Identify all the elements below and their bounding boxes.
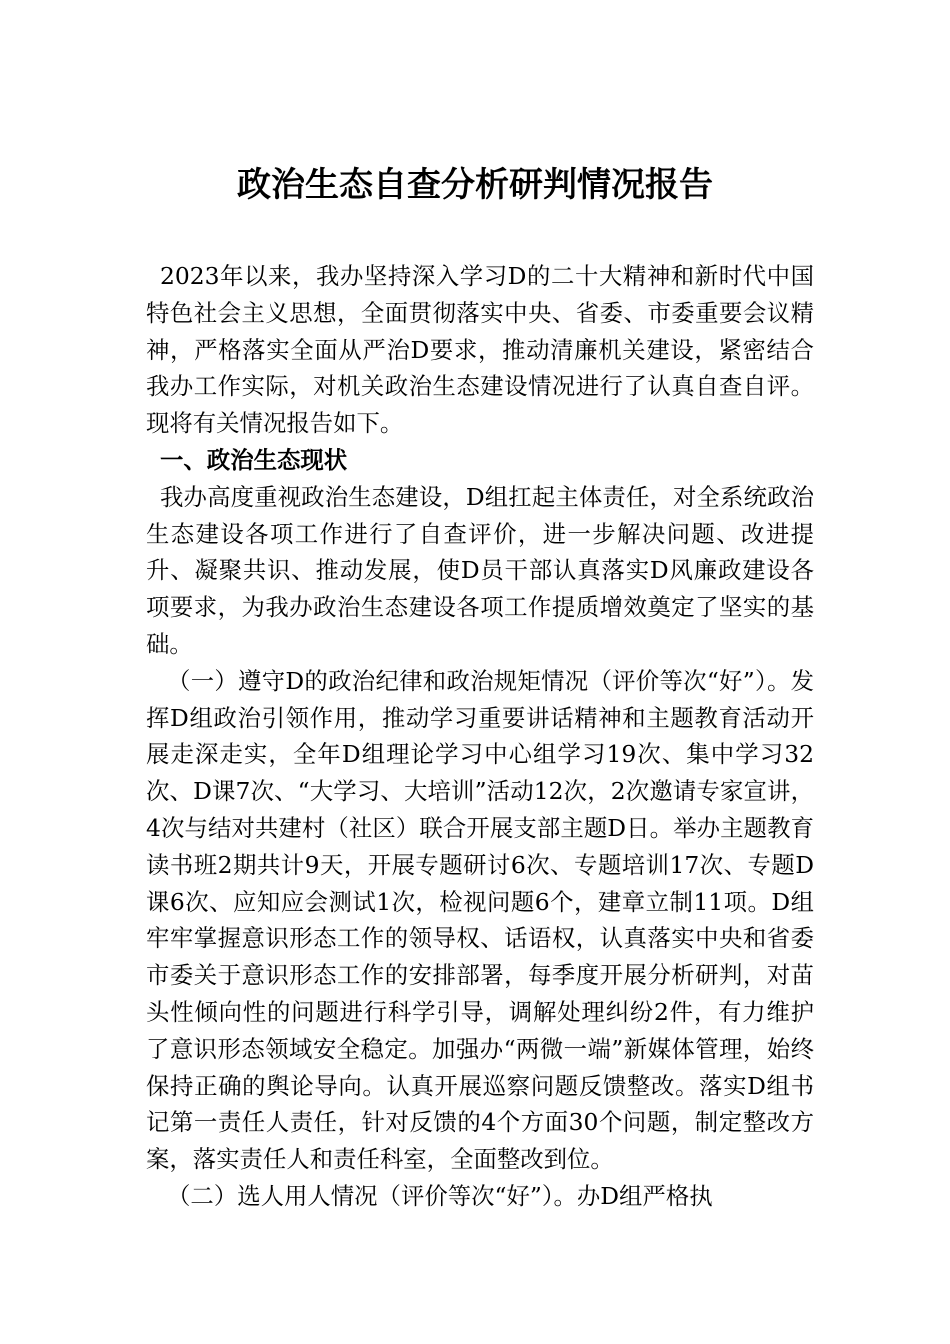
intro-paragraph: 2023年以来，我办坚持深入学习D的二十大精神和新时代中国特色社会主义思想，全面贯彻落实中央、省委、市委重要会议精神，严格落实全面从严治D要求，推动清廉机关建设，紧密结合我办工作实际，对机关政治生态建设情况进行了认真自查自评。现将有关情况报告如下。 bbox=[146, 262, 814, 438]
section-heading-1: 一、政治生态现状 bbox=[160, 445, 348, 474]
section-1-paragraph: 我办高度重视政治生态建设，D组扛起主体责任，对全系统政治生态建设各项工作进行了自查评价，进一步解决问题、改进提升、凝聚共识、推动发展，使D员干部认真落实D风廉政建设各项要求，为我办政治生态建设各项工作提质增效奠定了坚实的基础。 bbox=[146, 482, 814, 658]
subsection-1-paragraph: （一）遵守D的政治纪律和政治规矩情况（评价等次“好”）。发挥D组政治引领作用，推动学习重要讲话精神和主题教育活动开展走深走实，全年D组理论学习中心组学习19次、集中学习32次、D课7次、“大学习、大培训”活动12次，2次邀请专家宣讲，4次与结对共建村（社区）联合开展支部主题D日。举办主题教育读书班2期共计9天，开展专题研讨6次、专题培训17次、专题D课6次、应知应会测试1次，检视问题6个，建章立制11项。D组牢牢掌握意识形态工作的领导权、话语权，认真落实中央和省委市委关于意识形态工作的安排部署，每季度开展分析研判，对苗头性倾向性的问题进行科学引导，调解处理纠纷2件，有力维护了意识形态领域安全稳定。加强办“两微一端”新媒体管理，始终保持正确的舆论导向。认真开展巡察问题反馈整改。落实D组书记第一责任人责任，针对反馈的4个方面30个问题，制定整改方案，落实责任人和责任科室，全面整改到位。 bbox=[146, 666, 814, 1174]
document-title: 政治生态自查分析研判情况报告 bbox=[237, 165, 713, 205]
subsection-2-paragraph: （二）选人用人情况（评价等次“好”）。办D组严格执 bbox=[167, 1181, 713, 1210]
document-body bbox=[146, 258, 814, 1215]
